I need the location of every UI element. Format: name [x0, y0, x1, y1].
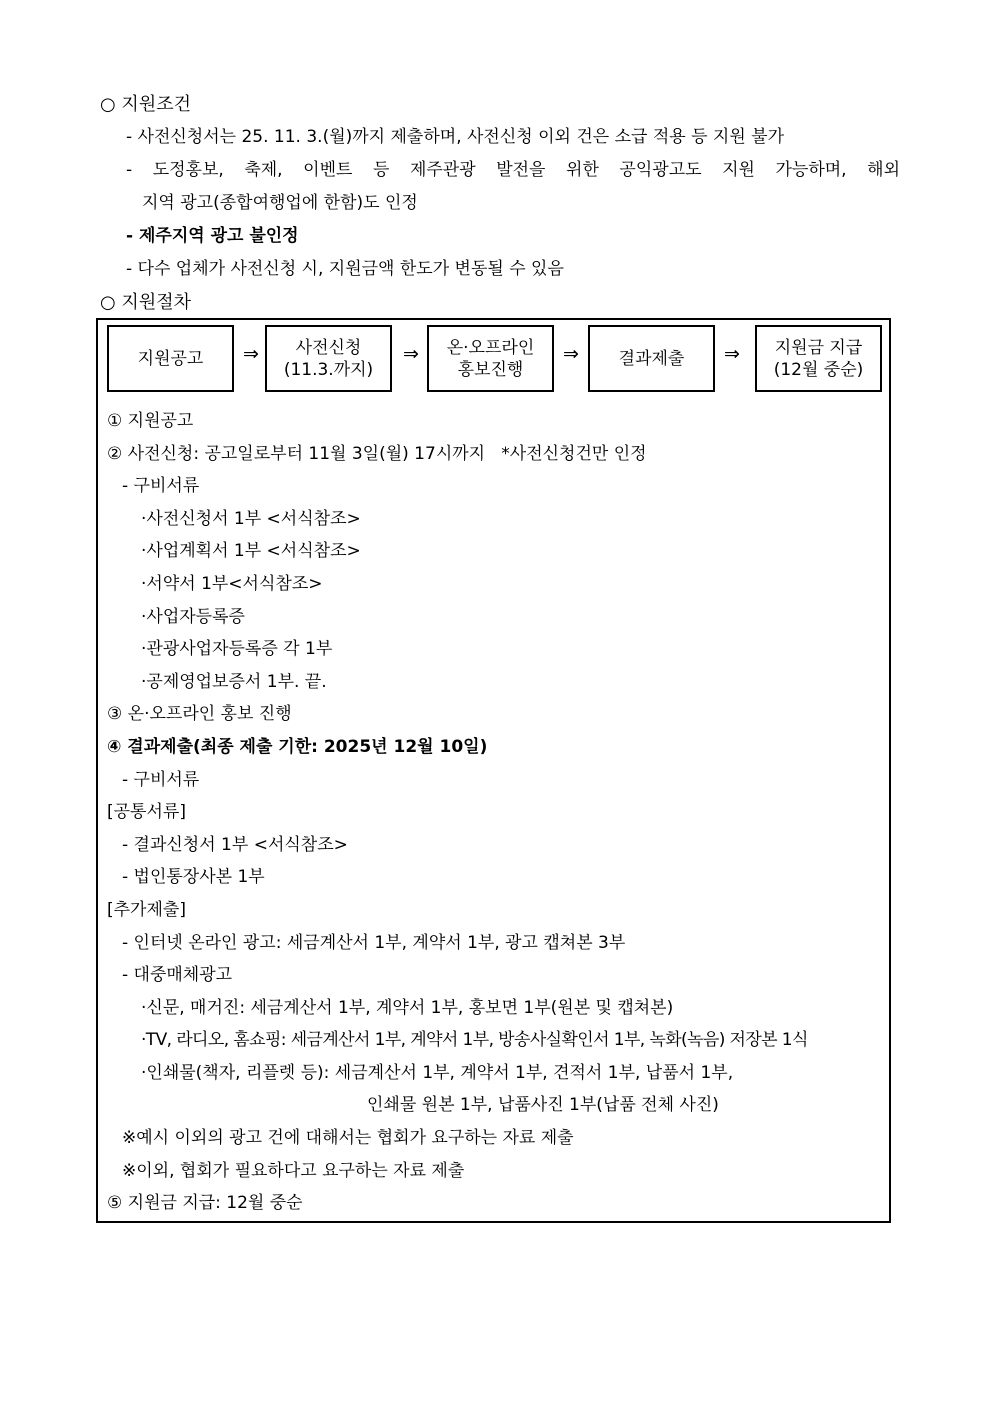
doc-item: - 대중매체광고: [122, 965, 233, 986]
doc-item-continuation: 인쇄물 원본 1부, 납품사진 1부(납품 전체 사진): [367, 1095, 719, 1116]
flow-arrow-icon: ⇒: [563, 343, 579, 365]
doc-item: ·서약서 1부<서식참조>: [141, 573, 323, 594]
flow-step-announcement: [107, 325, 234, 392]
procedure-detail-list: [98, 405, 889, 1220]
section-heading-support-procedure: ○ 지원절차: [100, 292, 191, 313]
condition-item: - 도정홍보, 축제, 이벤트 등 제주관광 발전을 위한 공익광고도 지원 가능하며, 해외: [126, 160, 900, 180]
doc-item: ·공제영업보증서 1부. 끝.: [141, 671, 327, 692]
procedure-box: [96, 318, 891, 1223]
procedure-step-3: ③ 온·오프라인 홍보 진행: [107, 704, 292, 725]
required-docs-label: - 구비서류: [122, 769, 200, 790]
note-item: ※이외, 협회가 필요하다고 요구하는 자료 제출: [122, 1160, 465, 1181]
condition-item: - 다수 업체가 사전신청 시, 지원금액 한도가 변동될 수 있음: [126, 259, 564, 279]
flow-step-sublabel: (11.3.까지): [283, 359, 374, 380]
doc-item: ·사업계획서 1부 <서식참조>: [141, 541, 361, 562]
doc-item: - 법인통장사본 1부: [122, 867, 265, 888]
flow-step-pre-application: [265, 325, 392, 392]
condition-item: - 사전신청서는 25. 11. 3.(월)까지 제출하며, 사전신청 이외 건은 소급 적용 등 지원 불가: [126, 127, 785, 147]
doc-item: ·인쇄물(책자, 리플렛 등): 세금계산서 1부, 계약서 1부, 견적서 1부, 납품서 1부,: [141, 1062, 734, 1083]
doc-item: ·사전신청서 1부 <서식참조>: [141, 508, 361, 529]
flow-step-label: 온·오프라인: [446, 337, 535, 358]
doc-item: - 결과신청서 1부 <서식참조>: [122, 834, 348, 855]
procedure-step-1: ① 지원공고: [107, 411, 194, 431]
doc-item: - 인터넷 온라인 광고: 세금계산서 1부, 계약서 1부, 광고 캡쳐본 3부: [122, 932, 626, 953]
flow-step-payment: [755, 325, 882, 392]
section-heading-support-conditions: ○ 지원조건: [100, 94, 191, 115]
flow-arrow-icon: ⇒: [403, 343, 419, 365]
doc-item: ·관광사업자등록증 각 1부: [141, 639, 333, 660]
procedure-step-5: ⑤ 지원금 지급: 12월 중순: [107, 1193, 303, 1214]
additional-docs-header: [추가제출]: [107, 899, 186, 920]
procedure-step-2: ② 사전신청: 공고일로부터 11월 3일(월) 17시까지 *사전신청건만 인정: [107, 443, 647, 464]
flow-step-sublabel: 홍보진행: [457, 359, 524, 380]
flow-step-label: 결과제출: [618, 348, 685, 369]
flow-step-sublabel: (12월 중순): [773, 359, 864, 380]
common-docs-header: [공통서류]: [107, 802, 186, 823]
flow-arrow-icon: ⇒: [243, 343, 259, 365]
condition-item-emphasized: - 제주지역 광고 불인정: [126, 226, 299, 246]
flow-step-promotion: [427, 325, 554, 392]
procedure-step-4: ④ 결과제출(최종 제출 기한: 2025년 12월 10일): [107, 736, 488, 757]
required-docs-label: - 구비서류: [122, 476, 200, 497]
procedure-flowchart: [98, 320, 889, 392]
flow-arrow-icon: ⇒: [724, 343, 740, 365]
note-item: ※예시 이외의 광고 건에 대해서는 협회가 요구하는 자료 제출: [122, 1128, 574, 1149]
support-conditions-section: [0, 88, 992, 319]
condition-item-wrapped-line: 지역 광고(종합여행업에 한함)도 인정: [142, 193, 418, 213]
flow-step-label: 지원공고: [137, 348, 204, 369]
doc-item: ·TV, 라디오, 홈쇼핑: 세금계산서 1부, 계약서 1부, 방송사실확인서 1부, 녹화(녹음) 저장본 1식: [141, 1030, 808, 1051]
doc-item: ·사업자등록증: [141, 606, 245, 627]
flow-step-label: 사전신청: [295, 337, 362, 358]
doc-item: ·신문, 매거진: 세금계산서 1부, 계약서 1부, 홍보면 1부(원본 및 캡쳐본): [141, 997, 674, 1018]
flow-step-label: 지원금 지급: [774, 337, 863, 358]
flow-step-result-submission: [588, 325, 715, 392]
